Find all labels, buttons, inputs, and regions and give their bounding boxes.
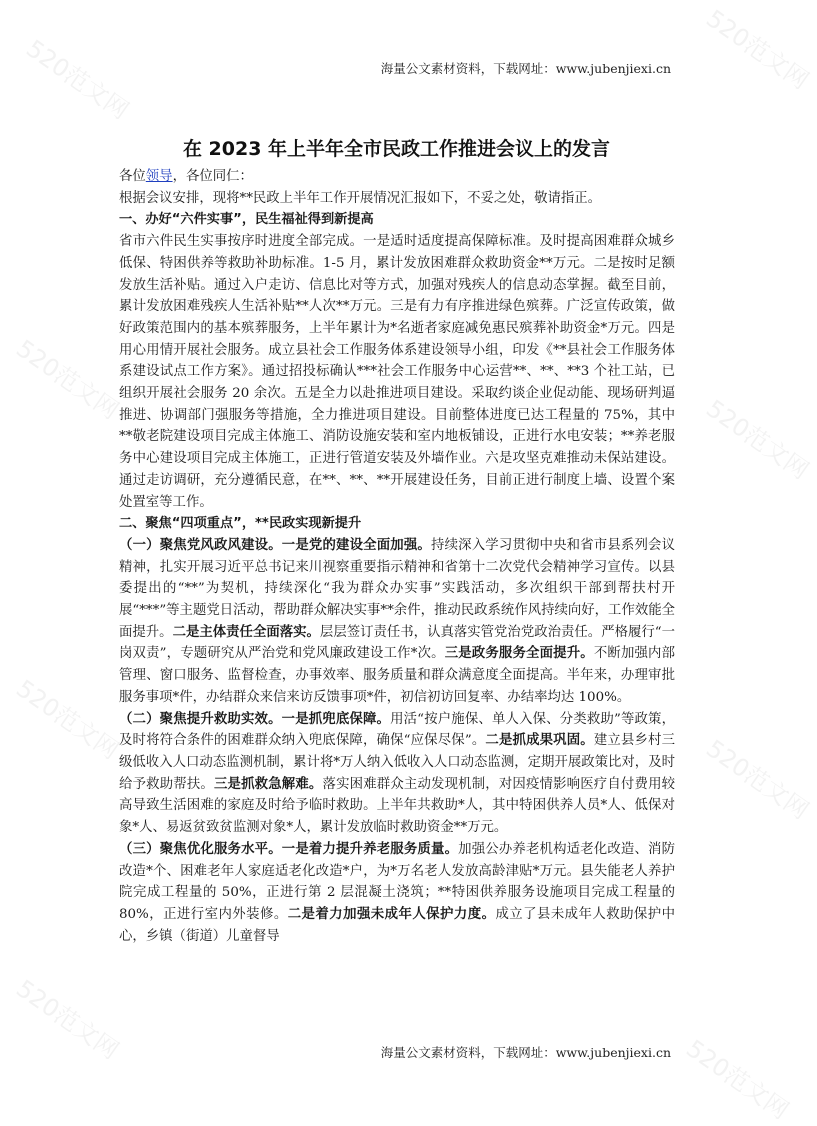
section2-paragraph-3 [119,839,675,948]
subheading-3: （三）聚焦优化服务水平。一是着力提升养老服务质量。 [119,841,459,857]
paragraph-text: 层层签订责任书，认真落实管党治党政治责任。严格履行“一岗双责”，专题研究从严治党和党风廉政建设工作*次。 [119,624,676,662]
paragraph-text: 持续深入学习贯彻中央和省市县系列会议精神，扎实开展习近平总书记来川视察重要指示精神和省第十二次党代会精神学习宣传。以县委提出的“**”为契机，持续深化“我为群众办实事”实践活动，多次组织干部到帮扶村开展“***”等主题党日活动，帮助群众解决实事**余件，推动民政系统作风持续向好，工作效能全面提升。 [119,537,676,640]
section1-paragraph: 省市六件民生实事按序时进度全部完成。一是适时适度提高保障标准。及时提高困难群众城乡低保、特困供养等救助补助标准。1-5 月，累计发放困难群众救助资金**万元。二是按时足额发放生活补贴。通过入户走访、信息比对等方式，加强对残疾人的信息动态掌握。截至目前，累计发放困难残疾人生活补贴**人次**万元。三是有力有序推进绿色殡葬。广泛宣传政策，做好政策范围内的基本殡葬服务，上半年累计为*名逝者家庭减免惠民殡葬补助资金*万元。四是用心用情开展社会服务。成立县社会工作服务体系建设领导小组，印发《**县社会工作服务体系建设试点工作方案》。通过招投标确认***社会工作服务中心运营**、**、**3 个社工站，已组织开展社会服务 20 余次。五是全力以赴推进项目建设。采取约谈企业促动能、现场研判逼推进、协调部门强服务等措施，全力推进项目建设。目前整体进度已达工程量的 75%，其中**敬老院建设项目完成主体施工、消防设施安装和室内地板铺设，正进行水电安装；**养老服务中心建设项目完成主体施工，正进行管道安装及外墙作业。六是攻坚克难推动未保站建设。通过走访调研，充分遵循民意，在**、**、**开展建设任务，目前正进行制度上墙、设置个案处置室等工作。 [119,234,675,510]
watermark: 520范文网 [701,394,814,485]
subheading-1: （一）聚焦党风政风建设。一是党的建设全面加强。 [119,537,431,553]
subheading-2: （二）聚焦提升救助实效。一是抓兜底保障。 [119,711,391,727]
watermark: 520范文网 [701,4,814,95]
watermark: 520范文网 [11,974,124,1065]
paragraph-text: 建立县乡村三级低收入人口动态监测机制，累计将*万人纳入低收入人口动态监测，定期开展政策比对，及时给予救助帮扶。 [119,733,676,792]
greeting-suffix: ，各位同仁： [172,169,253,184]
section1-heading: 一、办好“六件实事”，民生福祉得到新提高 [119,212,374,228]
greeting-prefix: 各位 [119,169,146,184]
document-body [119,166,675,947]
watermark: 520范文网 [701,734,814,825]
bold-point: 二是主体责任全面落实。 [172,624,320,640]
bold-point: 二是抓成果巩固。 [485,733,594,749]
intro-paragraph: 根据会议安排，现将**民政上半年工作开展情况汇报如下，不妥之处，敬请指正。 [119,190,602,206]
page-footer: 海量公文素材资料，下载网址：www.jubenjiexi.cn [380,1045,671,1060]
watermark: 520范文网 [21,34,134,125]
section2-paragraph-2 [119,709,675,839]
paragraph-text: 落实困难群众主动发现机制，对因疫情影响医疗自付费用较高导致生活困难的家庭及时给予临时救助。上半年共救助*人，其中特困供养人员*人、低保对象*人、易返贫致贫监测对象*人，累计发放临时救助资金**万元。 [119,776,676,836]
page-header: 海量公文素材资料，下载网址：www.jubenjiexi.cn [380,61,671,76]
paragraph-text: 不断加强内部管理、窗口服务、监督检查，办事效率、服务质量和群众满意度全面提高。半年来，办理审批服务事项*件，办结群众来信来访反馈事项*件，初信初访回复率、办结率均达 100%。 [119,646,676,705]
paragraph-text: 加强公办养老机构适老化改造、消防改造*个、困难老年人家庭适老化改造*户，为*万名老人发放高龄津贴*万元。县失能老人养护院完成工程量的 50%，正进行第 2 层混凝土浇筑；**特困供养服务设施项目完成工程量的 80%，正进行室内外装修。 [119,841,676,922]
bold-point: 二是着力加强未成年人保护力度。 [287,906,496,922]
watermark: 520范文网 [11,334,124,425]
section2-paragraph-1 [119,535,675,709]
watermark: 520范文网 [681,1034,794,1125]
greeting [119,166,675,188]
watermark: 520范文网 [11,674,124,765]
section2-heading: 二、聚焦“四项重点”，**民政实现新提升 [119,516,362,532]
document-title: 在 2023 年上半年全市民政工作推进会议上的发言 [182,138,611,160]
paragraph-text: 成立了县未成年人救助保护中心，乡镇（街道）儿童督导 [119,906,676,944]
paragraph-text: 用活“按户施保、单人入保、分类救助”等政策，及时将符合条件的困难群众纳入兜底保障，确保“应保尽保”。 [119,711,675,749]
bold-point: 三是抓救急解难。 [213,776,323,792]
leader-link[interactable]: 领导 [145,169,173,184]
bold-point: 三是政务服务全面提升。 [444,646,594,662]
